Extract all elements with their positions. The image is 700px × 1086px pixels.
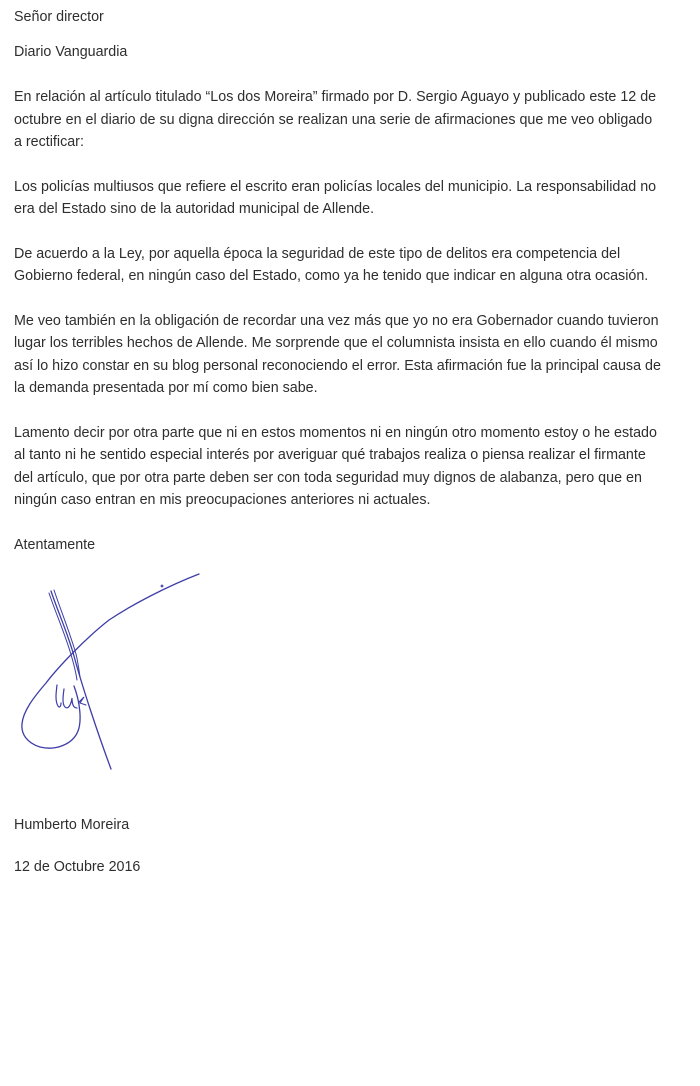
recipient-name: Diario Vanguardia xyxy=(14,43,128,60)
paragraph-lament: Lamento decir por otra parte que ni en estos momentos ni en ningún otro momento estoy o he estado al tanto ni he sentido especial interés por averiguar qué trabajos realiza o piensa realizar el firmante del artículo, que por otra parte deben ser con toda seguridad muy dignos de alabanza, pero que en ningún caso entran en mis preocupaciones anteriores ni actuales. xyxy=(14,424,657,508)
signature-ink xyxy=(22,574,199,769)
signature-ink-dot xyxy=(161,585,163,587)
paragraph-governor: Me veo también en la obligación de recordar una vez más que yo no era Gobernador cuando tuvieron lugar los terribles hechos de Allende. Me sorprende que el columnista insista en ello cuando él mismo así lo hizo constar en su blog personal reconociendo el error. Esta afirmación fue la principal causa de la demanda presentada por mí como bien sabe. xyxy=(14,312,661,396)
salutation: Señor director xyxy=(14,9,104,25)
signature-flourish-stroke-2 xyxy=(63,689,77,708)
signature-steep-stroke xyxy=(51,591,111,769)
sender-name: Humberto Moreira xyxy=(14,817,130,833)
signature-retrace-stroke-1 xyxy=(49,593,77,680)
signature-flourish-stroke-1 xyxy=(56,685,61,707)
signature-flourish-stroke-3 xyxy=(79,697,86,705)
paragraph-intro: En relación al artículo titulado “Los dos Moreira” firmado por D. Sergio Aguayo y publicado este 12 de octubre en el diario de su digna dirección se realizan una serie de afirmaciones que me veo obligado a rectificar: xyxy=(14,89,657,150)
signature-sweep-stroke xyxy=(22,574,199,748)
handwritten-signature-icon xyxy=(16,562,216,772)
closing: Atentamente xyxy=(14,536,96,553)
letter-date: 12 de Octubre 2016 xyxy=(14,858,141,875)
paragraph-police: Los policías multiusos que refiere el escrito eran policías locales del municipio. La responsabilidad no era del Estado sino de la autoridad municipal de Allende. xyxy=(14,178,657,217)
paragraph-law: De acuerdo a la Ley, por aquella época la seguridad de este tipo de delitos era competencia del Gobierno federal, en ningún caso del Estado, como ya he tenido que indicar en alguna otra ocasión. xyxy=(14,245,649,284)
